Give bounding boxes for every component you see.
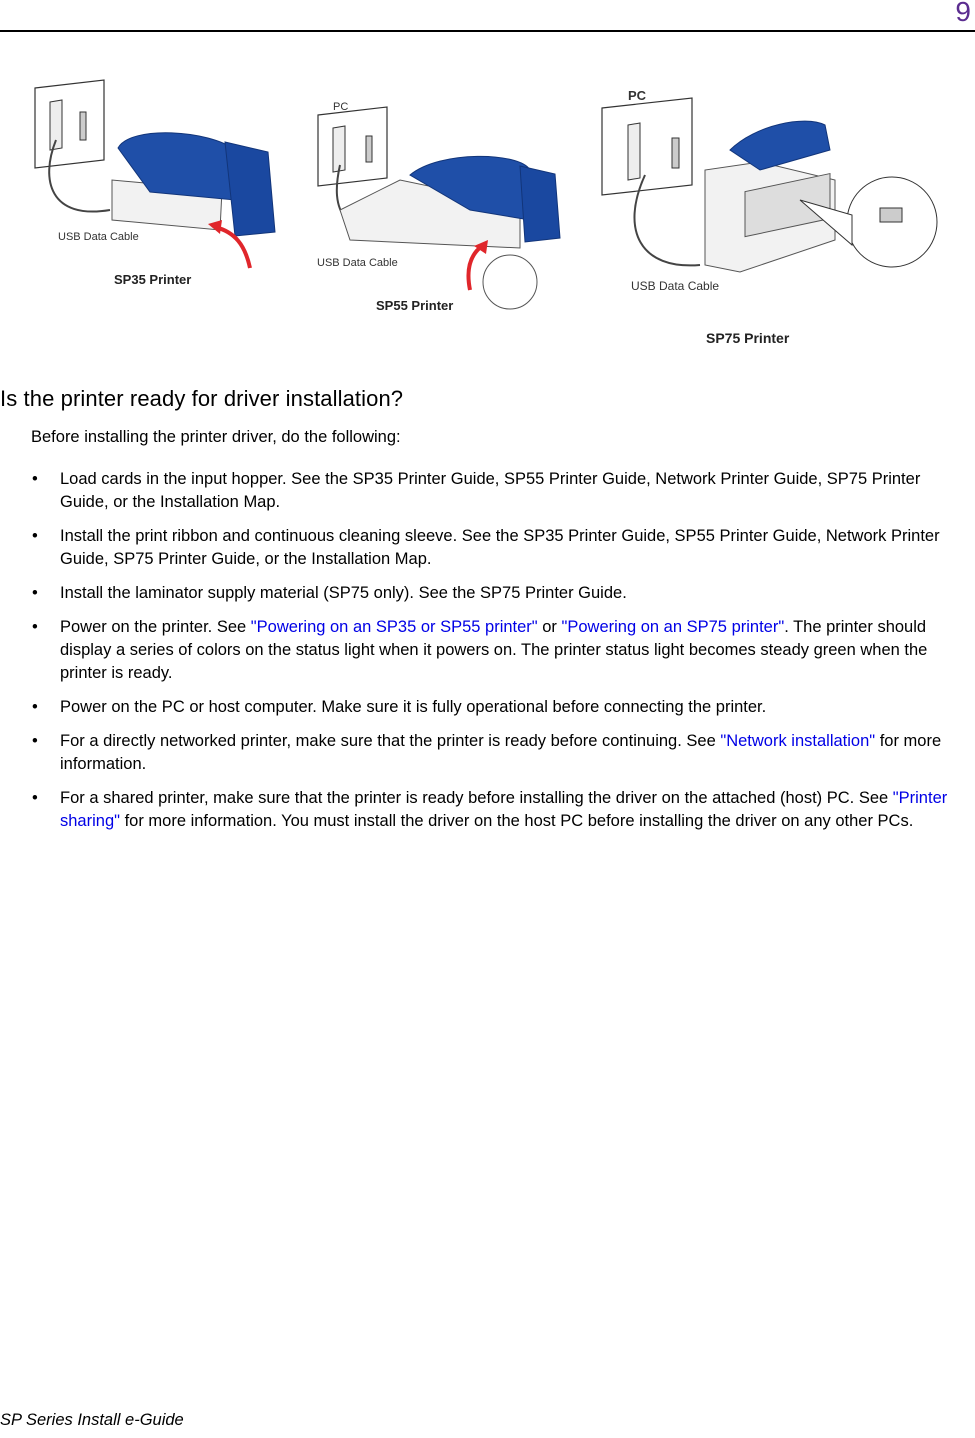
sp35-printer-label: SP35 Printer [114,272,192,287]
wall-port-icon [366,136,372,162]
printer-side-icon [225,142,275,236]
list-item [0,525,975,571]
header-rule [0,30,975,32]
sp55-cable-label: USB Data Cable [317,257,398,269]
bullet-mark: • [32,698,38,716]
bullet-mark: • [32,584,38,602]
section-heading: Is the printer ready for driver installation? [0,386,404,411]
list-item [0,468,975,514]
wall-port-icon [672,138,679,168]
printer-cover-icon [730,121,830,170]
sp35-cable-label: USB Data Cable [58,231,139,243]
list-item-text: Load cards in the input hopper. See the SP35 Printer Guide, SP55 Printer Guide, Network Printer Guide, SP75 Printer Guide, or the Installation Map. [60,470,921,511]
powering-sp35-sp55-link[interactable]: "Powering on an SP35 or SP55 printer" [250,618,538,636]
sp55-illustration [317,101,560,313]
sp75-host-label: PC [628,88,647,103]
list-item-text: Install the print ribbon and continuous cleaning sleeve. See the SP35 Printer Guide, SP55 Printer Guide, Network Printer Guide, SP75 Printer Guide, or the Installation Map. [60,527,940,568]
page-number: 9 [955,0,971,27]
footer-title: SP Series Install e-Guide [0,1411,184,1429]
wall-plate-icon [35,80,104,168]
usb-port-icon [880,208,902,222]
wall-plate-icon [318,107,387,186]
list-item-text: . The printer should display a series of colors on the status light when it powers on. The printer status light becomes steady green when the printer is ready. [60,618,928,682]
list-item [0,787,975,833]
section-intro: Before installing the printer driver, do the following: [31,428,401,446]
insert-arrow-icon [469,246,483,290]
list-item-text: or [537,618,562,636]
printer-sharing-link[interactable]: "Printer sharing" [60,789,948,830]
checklist [0,468,975,844]
sp55-printer-label: SP55 Printer [376,298,454,313]
bullet-mark: • [32,732,38,750]
bullet-mark: • [32,618,38,636]
bullet-mark: • [32,789,38,807]
list-item-text: For a directly networked printer, make sure that the printer is ready before continuing. See [60,732,721,750]
sp55-host-label: PC [333,101,349,113]
sp35-illustration [35,80,275,287]
printer-side-icon [520,166,560,242]
powering-sp75-link[interactable]: "Powering on an SP75 printer" [561,618,785,636]
wall-port-icon [80,112,86,140]
sp75-printer-label: SP75 Printer [706,330,790,346]
printer-connection-illustration [0,70,975,360]
sp75-illustration [602,88,937,346]
list-item-text: Install the laminator supply material (SP75 only). See the SP75 Printer Guide. [60,584,627,602]
list-item-text: For a shared printer, make sure that the printer is ready before installing the driver on the attached (host) PC. See [60,789,893,807]
bullet-mark: • [32,470,38,488]
network-installation-link[interactable]: "Network installation" [720,732,876,750]
list-item-text: Power on the PC or host computer. Make sure it is fully operational before connecting the printer. [60,698,767,716]
list-item [0,730,975,776]
list-item [0,582,975,605]
list-item [0,616,975,685]
port-zoom-icon [483,255,537,309]
list-item-text: for more information. You must install the driver on the host PC before installing the driver on any other PCs. [119,812,914,830]
list-item-text: for more information. [60,732,942,773]
wall-port-icon [628,123,640,180]
sp75-cable-label: USB Data Cable [631,279,720,293]
list-item-text: Power on the printer. See [60,618,251,636]
bullet-mark: • [32,527,38,545]
list-item [0,696,975,719]
